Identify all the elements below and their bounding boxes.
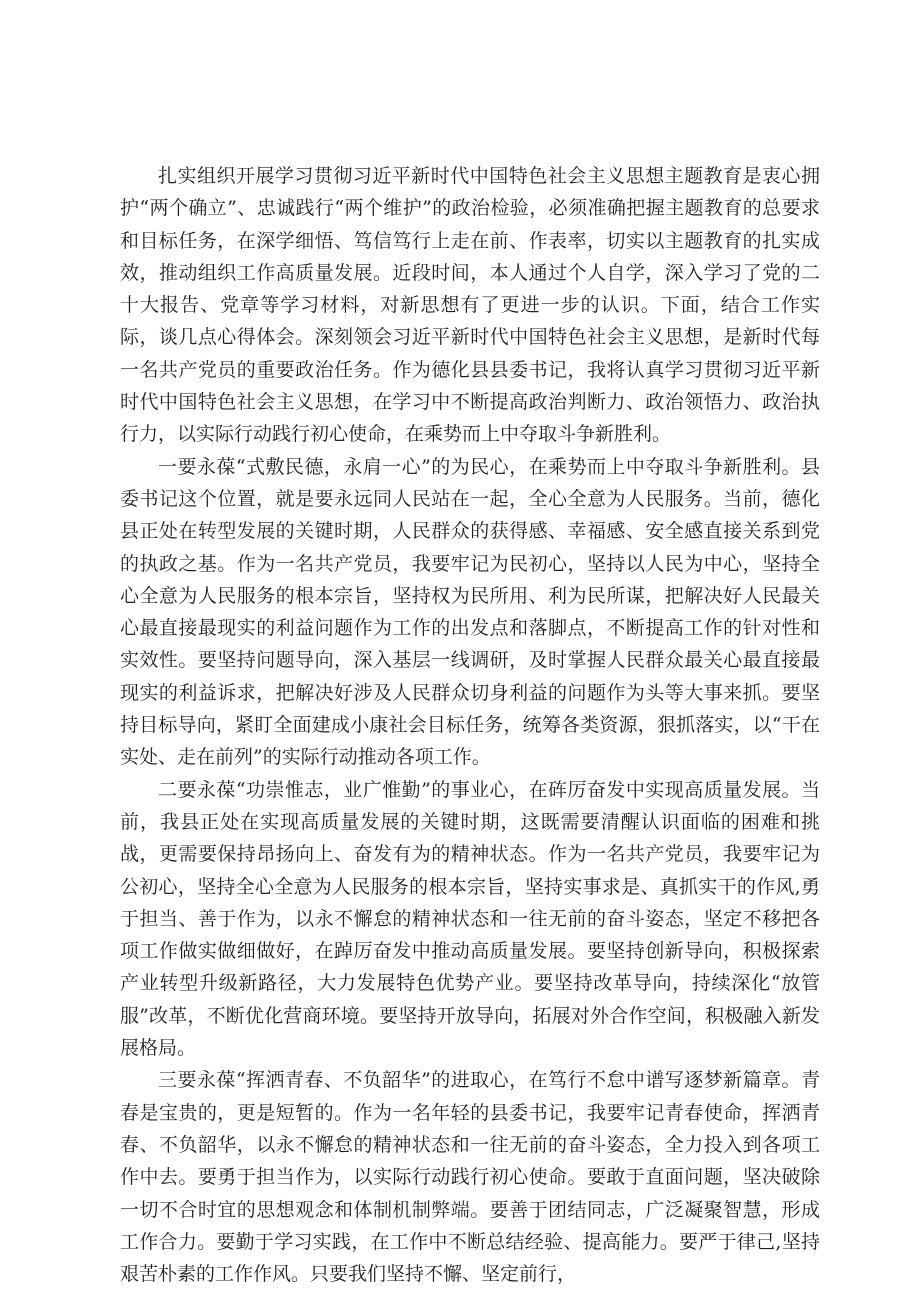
document-body (120, 160, 820, 1290)
paragraph-point-one: 一要永葆“式敷民德，永肩一心”的为民心，在乘势而上中夺取斗争新胜利。县委书记这个位置，就是要永远同人民站在一起，全心全意为人民服务。当前，德化县正处在转型发展的关键时期，人民群众的获得感、幸福感、安全感直接关系到党的执政之基。作为一名共产党员，我要牢记为民初心，坚持以人民为中心，坚持全心全意为人民服务的根本宗旨，坚持权为民所用、利为民所谋，把解决好人民最关心最直接最现实的利益问题作为工作的出发点和落脚点，不断提高工作的针对性和实效性。要坚持问题导向，深入基层一线调研，及时掌握人民群众最关心最直接最现实的利益诉求，把解决好涉及人民群众切身利益的问题作为头等大事来抓。要坚持目标导向，紧盯全面建成小康社会目标任务，统筹各类资源，狠抓落实，以“干在实处、走在前列”的实际行动推动各项工作。 (120, 455, 820, 769)
paragraph-intro: 扎实组织开展学习贯彻习近平新时代中国特色社会主义思想主题教育是衷心拥护“两个确立”、忠诚践行“两个维护”的政治检验，必须准确把握主题教育的总要求和目标任务，在深学细悟、笃信笃行上走在前、作表率，切实以主题教育的扎实成效，推动组织工作高质量发展。近段时间，本人通过个人自学，深入学习了党的二十大报告、党章等学习材料，对新思想有了更进一步的认识。下面，结合工作实际，谈几点心得体会。深刻领会习近平新时代中国特色社会主义思想，是新时代每一名共产党员的重要政治任务。作为德化县县委书记，我将认真学习贯彻习近平新时代中国特色社会主义思想，在学习中不断提高政治判断力、政治领悟力、政治执行力，以实际行动践行初心使命，在乘势而上中夺取斗争新胜利。 (120, 165, 820, 446)
paragraph-point-three: 三要永葆“挥洒青春、不负韶华”的进取心，在笃行不怠中谱写逐梦新篇章。青春是宝贵的，更是短暂的。作为一名年轻的县委书记，我要牢记青春使命，挥洒青春、不负韶华，以永不懈怠的精神状态和一往无前的奋斗姿态，全力投入到各项工作中去。要勇于担当作为，以实际行动践行初心使命。要敢于直面问题，坚决破除一切不合时宜的思想观念和体制机制弊端。要善于团结同志，广泛凝聚智慧，形成工作合力。要勤于学习实践，在工作中不断总结经验、提高能力。要严于律己,坚持艰苦朴素的工作作风。只要我们坚持不懈、坚定前行， (120, 1069, 820, 1286)
paragraph-point-two: 二要永葆“功崇惟志，业广惟勤”的事业心，在砗厉奋发中实现高质量发展。当前，我县正处在实现高质量发展的关键时期，这既需要清醒认识面临的困难和挑战，更需要保持昂扬向上、奋发有为的精神状态。作为一名共产党员，我要牢记为公初心，坚持全心全意为人民服务的根本宗旨，坚持实事求是、真抓实干的作风,勇于担当、善于作为，以永不懈怠的精神状态和一往无前的奋斗姿态，坚定不移把各项工作做实做细做好，在踔厉奋发中推动高质量发展。要坚持创新导向，积极探索产业转型升级新路径，大力发展特色优势产业。要坚持改革导向，持续深化“放管服”改革，不断优化营商环境。要坚持开放导向，拓展对外合作空间，积极融入新发展格局。 (120, 778, 820, 1060)
